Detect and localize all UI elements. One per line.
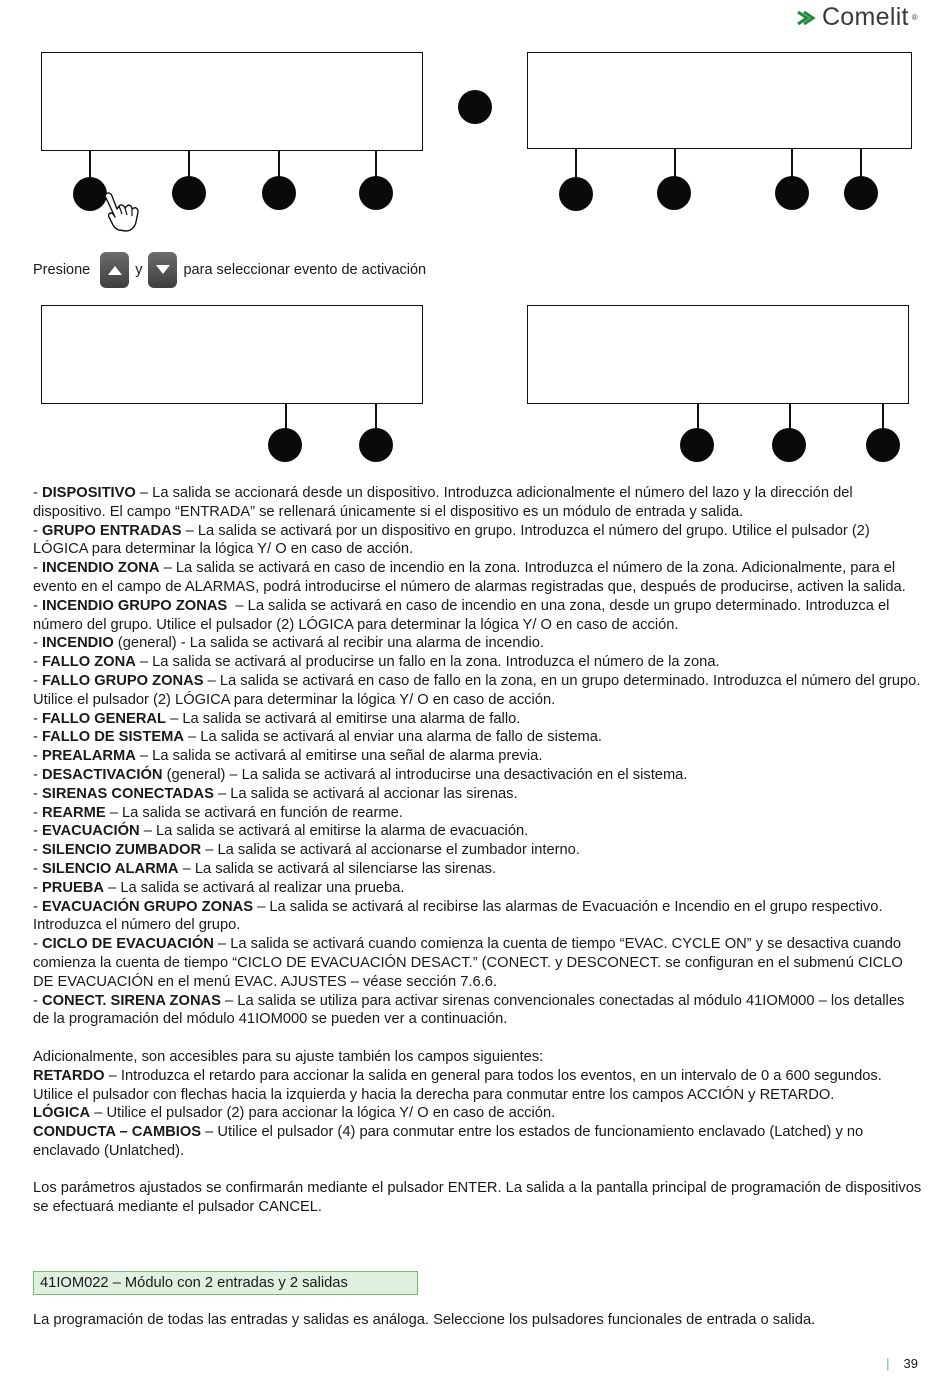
list-item-term: FALLO GENERAL (41, 710, 167, 727)
list-item (33, 710, 923, 729)
list-item (33, 1123, 923, 1161)
brand-name: Comelit (821, 3, 909, 31)
event-description-list (33, 484, 923, 1217)
list-item-term: DESACTIVACIÓN (41, 766, 163, 783)
list-item-prefix: - (33, 597, 42, 614)
list-item-prefix: - (33, 560, 42, 577)
list-item-description: – La salida se activará en caso de incendio en una zona, desde un grupo determinado. Introduzca el número del grupo. Utilice el pulsador (2) LÓGICA para determinar la lógica Y/ O en caso de acción. (33, 597, 894, 633)
list-item-description: (general) – La salida se activará al introducirse una desactivación en el sistema. (162, 766, 688, 783)
list-item-term: RETARDO (33, 1067, 105, 1084)
list-item-prefix: - (33, 672, 42, 689)
event-entries (33, 484, 923, 1029)
instruction-between: y (135, 262, 143, 278)
list-item-prefix: - (33, 992, 42, 1009)
list-item-description: – La salida se activará por un dispositivo en grupo. Introduzca el número del grupo. Utilice el pulsador (2) LÓGICA para determinar la lógica Y/ O en caso de acción. (33, 522, 874, 558)
list-item-description: – La salida se activará al accionarse el zumbador interno. (201, 842, 580, 859)
list-item-prefix: - (33, 710, 42, 727)
list-item (33, 841, 923, 860)
list-item-term: SILENCIO ZUMBADOR (41, 842, 202, 859)
list-item (33, 992, 923, 1030)
list-item (33, 785, 923, 804)
list-item-description: – Introduzca el retardo para accionar la salida en general para todos los eventos, en un intervalo de 0 a 600 segundos. Utilice el pulsador con flechas hacia la izquierda y hacia la derecha para conmutar entre los campos ACCIÓN y RETARDO. (33, 1067, 886, 1103)
lcd-screen-bottom-right (527, 305, 909, 404)
list-item-term: PRUEBA (41, 879, 105, 896)
list-item-prefix: - (33, 729, 42, 746)
list-item (33, 935, 923, 991)
instruction-after: para seleccionar evento de activación (183, 262, 427, 278)
list-item-description: – La salida se activará al recibirse las alarmas de Evacuación e Incendio en el grupo respectivo. Introduzca el número del grupo. (33, 898, 887, 934)
list-item-term: SILENCIO ALARMA (41, 860, 179, 877)
list-item (33, 634, 923, 653)
list-item-description: – La salida se utiliza para activar sirenas convencionales conectadas al módulo 41IOM000 – los detalles de la programación del módulo 41IOM000 se pueden ver a continuación. (33, 992, 909, 1028)
list-item-prefix: - (33, 654, 42, 671)
list-item-term: CONECT. SIRENA ZONAS (41, 992, 221, 1009)
list-item-description: – Utilice el pulsador (4) para conmutar entre los estados de funcionamiento enclavado (Latched) y no enclavado (Unlatched). (33, 1124, 868, 1159)
list-item-description: – La salida se activará en caso de fallo en la zona, en un grupo determinado. Introduzca el número del grupo. Utilice el pulsador (2) LÓGICA para determinar la lógica Y/ O en caso de acción. (33, 672, 925, 708)
callout-line (285, 404, 287, 430)
list-item-description: – La salida se activará cuando comienza la cuenta de tiempo “EVAC. CYCLE ON” y se desactiva cuando comienza la cuenta de tiempo “CICLO DE EVACUACIÓN DESACT.” (CONECT. y DESCONECT. se configuran en el submenú CICLO DE EVACUACIÓN en el menú EVAC. AJUSTES – véase sección 7.6.6. (33, 936, 907, 990)
list-item-term: FALLO GRUPO ZONAS (41, 672, 204, 689)
list-item-description: – La salida se activará en caso de incendio en la zona. Introduzca el número de la zona. Adicionalmente, para el evento en el campo de ALARMAS, podrá introducirse el número de alarmas registradas que, después de producirse, activen la salida. (33, 560, 906, 595)
list-item (33, 1104, 923, 1123)
list-item (33, 898, 923, 936)
function-button-7[interactable] (775, 176, 809, 210)
list-item (33, 672, 923, 710)
list-item-description: – Utilice el pulsador (2) para accionar la lógica Y/ O en caso de acción. (90, 1105, 556, 1122)
registered-mark: ® (911, 13, 918, 22)
pointing-hand-icon (100, 190, 140, 236)
list-item-term: INCENDIO (41, 635, 114, 652)
list-item-prefix: - (33, 766, 42, 783)
list-item (33, 653, 923, 672)
callout-line (697, 404, 699, 430)
list-item-description: (general) - La salida se activará al recibir una alarma de incendio. (113, 635, 545, 652)
list-item (33, 597, 923, 635)
list-item (33, 879, 923, 898)
list-item (33, 804, 923, 823)
list-item-description: – La salida se activará al producirse un fallo en la zona. Introduzca el número de la zona. (135, 654, 720, 671)
function-button-b4[interactable] (772, 428, 806, 462)
page-separator: | (886, 1356, 890, 1371)
field-entries (33, 1067, 923, 1161)
lcd-screen-top-left (41, 52, 423, 151)
list-item-term: SIRENAS CONECTADAS (41, 785, 214, 802)
function-button-b2[interactable] (359, 428, 393, 462)
lcd-screen-top-right (527, 52, 912, 149)
list-item (33, 522, 923, 560)
list-item (33, 484, 923, 522)
list-item-prefix: - (33, 936, 42, 953)
list-item (33, 1067, 923, 1105)
list-item-term: LÓGICA (33, 1105, 91, 1122)
up-arrow-button[interactable] (100, 252, 129, 288)
function-button-3[interactable] (262, 176, 296, 210)
list-item-prefix: - (33, 898, 42, 915)
list-item-term: CONDUCTA – CAMBIOS (33, 1124, 202, 1141)
comelit-logo-mark-icon (796, 9, 820, 27)
list-item-term: REARME (41, 804, 106, 821)
instruction-line (33, 253, 426, 287)
list-item-description: – La salida se activará al emitirse una alarma de fallo. (166, 710, 521, 727)
list-item-prefix: - (33, 785, 42, 802)
callout-line (674, 149, 676, 179)
list-item (33, 766, 923, 785)
function-button-8[interactable] (844, 176, 878, 210)
list-item-term: FALLO DE SISTEMA (41, 729, 184, 746)
function-button-b3[interactable] (680, 428, 714, 462)
list-item-description: – La salida se activará al enviar una alarma de fallo de sistema. (183, 729, 602, 746)
function-button-4[interactable] (359, 176, 393, 210)
list-item-term: CICLO DE EVACUACIÓN (41, 936, 214, 953)
center-button[interactable] (458, 90, 492, 124)
instruction-before: Presione (33, 262, 91, 278)
list-item-description: – La salida se activará al silenciarse las sirenas. (178, 860, 497, 877)
list-item (33, 728, 923, 747)
list-item-prefix: - (33, 860, 42, 877)
list-item-term: INCENDIO GRUPO ZONAS (41, 597, 228, 614)
arrow-down-icon (155, 264, 171, 276)
arrow-up-icon (107, 264, 123, 276)
list-item-term: PREALARMA (41, 748, 136, 765)
callout-line (860, 149, 862, 179)
list-item-prefix: - (33, 748, 42, 765)
additional-intro: Adicionalmente, son accesibles para su ajuste también los campos siguientes: (33, 1048, 544, 1065)
list-item-description: – La salida se accionará desde un dispositivo. Introduzca adicionalmente el número del lazo y la dirección del dispositivo. El campo “ENTRADA” se rellenará únicamente si el dispositivo es un módulo de entrada y salida. (33, 485, 857, 520)
callout-line (789, 404, 791, 430)
list-item-prefix: - (33, 879, 42, 896)
list-item-prefix: - (33, 635, 42, 652)
list-item-description: – La salida se activará al realizar una prueba. (104, 879, 405, 896)
comelit-logo (796, 3, 918, 32)
list-item-prefix: - (33, 823, 42, 840)
callout-line (882, 404, 884, 430)
function-button-b5[interactable] (866, 428, 900, 462)
list-item (33, 747, 923, 766)
callout-line (575, 149, 577, 179)
lcd-screen-bottom-left (41, 305, 423, 404)
callout-line (375, 404, 377, 430)
list-item-prefix: - (33, 842, 42, 859)
list-item-prefix: - (33, 522, 42, 539)
list-item-prefix: - (33, 804, 42, 821)
final-text: La programación de todas las entradas y salidas es análoga. Seleccione los pulsadores funcionales de entrada o salida. (33, 1312, 816, 1328)
list-item-description: – La salida se activará en función de rearme. (105, 804, 403, 821)
section-heading: 41IOM022 – Módulo con 2 entradas y 2 salidas (33, 1271, 418, 1295)
page-footer (886, 1356, 918, 1371)
list-item-description: – La salida se activará al emitirse una señal de alarma previa. (135, 748, 543, 765)
confirm-text: Los parámetros ajustados se confirmarán mediante el pulsador ENTER. La salida a la pantalla principal de programación de dispositivos se efectuará mediante el pulsador CANCEL. (33, 1180, 922, 1216)
list-item-term: FALLO ZONA (41, 654, 136, 671)
list-item-term: INCENDIO ZONA (41, 560, 160, 577)
down-arrow-button[interactable] (148, 252, 177, 288)
list-item-prefix: - (33, 485, 42, 501)
list-item-term: EVACUACIÓN (41, 823, 140, 840)
list-item-description: – La salida se activará al accionar las sirenas. (213, 785, 518, 802)
list-item (33, 860, 923, 879)
list-item-term: DISPOSITIVO (41, 485, 136, 501)
function-button-5[interactable] (559, 177, 593, 211)
list-item (33, 822, 923, 841)
list-item-term: EVACUACIÓN GRUPO ZONAS (41, 898, 254, 915)
list-item-description: – La salida se activará al emitirse la alarma de evacuación. (139, 823, 529, 840)
list-item-term: GRUPO ENTRADAS (41, 522, 182, 539)
list-item (33, 559, 923, 597)
function-button-6[interactable] (657, 176, 691, 210)
function-button-2[interactable] (172, 176, 206, 210)
function-button-b1[interactable] (268, 428, 302, 462)
page-number: 39 (903, 1356, 918, 1371)
callout-line (791, 149, 793, 179)
